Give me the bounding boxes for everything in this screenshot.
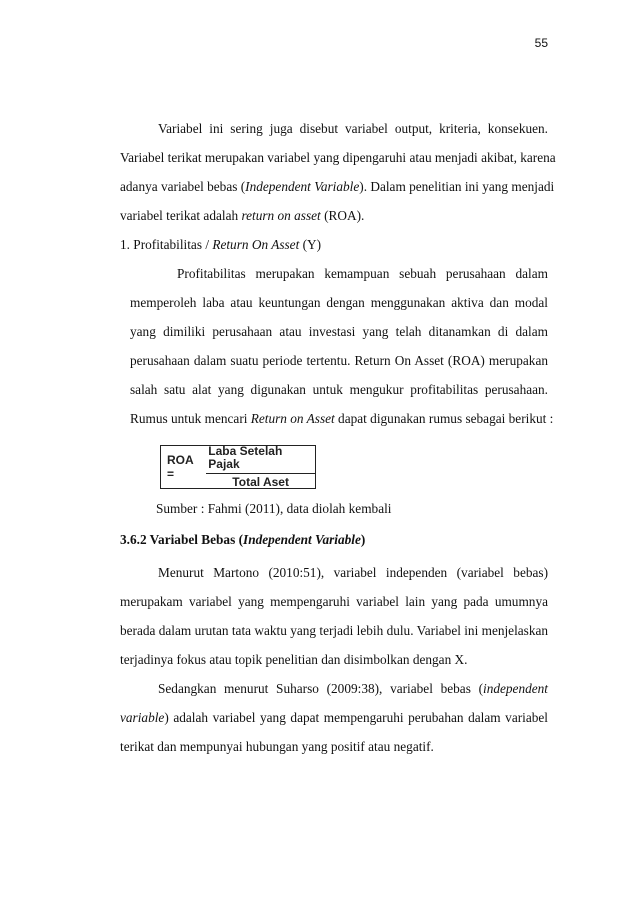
italic-term: Independent Variable [245, 179, 360, 194]
text-run: adanya variabel bebas ( [120, 179, 246, 194]
formula-fraction [206, 445, 315, 489]
paragraph-1-line-3 [120, 172, 555, 201]
list-body-line-3: yang dimiliki perusahaan atau investasi yang telah ditanamkan di dalam [130, 324, 548, 339]
paragraph-1-line-1: Variabel ini sering juga disebut variabel output, kriteria, konsekuen. [158, 121, 548, 136]
text-run: dapat digunakan rumus sebagai berikut : [334, 411, 554, 426]
text-run: Rumus untuk mencari [130, 411, 251, 426]
paragraph-1-line-4 [120, 201, 548, 230]
paragraph-2-line-1: Menurut Martono (2010:51), variabel independen (variabel bebas) [158, 565, 548, 580]
roa-formula-box [160, 445, 316, 489]
list-body-line-4: perusahaan dalam suatu periode tertentu. Return On Asset (ROA) merupakan [130, 353, 548, 368]
paragraph-3-line-3: terikat dan mempunyai hubungan yang positif atau negatif. [120, 739, 434, 754]
document-body [120, 114, 556, 761]
formula-lhs: ROA = [167, 453, 194, 481]
page-number: 55 [534, 36, 548, 50]
paragraph-2-line-2: merupakam variabel yang mempengaruhi variabel lain yang pada umumnya [120, 594, 548, 609]
text-run: Sedangkan menurut Suharso (2009:38), variabel bebas ( [158, 681, 483, 696]
italic-term: Return on Asset [250, 411, 335, 426]
list-item-heading [120, 230, 548, 259]
section-number-title: 3.6.2 Variabel Bebas ( [120, 532, 244, 547]
italic-term: independent [483, 681, 548, 696]
italic-term: return on asset [241, 208, 321, 223]
list-body-line-5: salah satu alat yang digunakan untuk mengukur profitabilitas perusahaan. [130, 382, 548, 397]
section-heading [120, 525, 548, 558]
formula-denominator: Total Aset [232, 475, 289, 489]
paragraph-3-line-1 [120, 674, 548, 703]
formula-numerator: Laba Setelah Pajak [206, 445, 315, 474]
paragraph-2-line-3: berada dalam urutan tata waktu yang terjadi lebih dulu. Variabel ini menjelaskan [120, 623, 549, 638]
list-body-line-1: Profitabilitas merupakan kemampuan sebuah perusahaan dalam [177, 266, 548, 281]
list-body-line-2: memperoleh laba atau keuntungan dengan menggunakan aktiva dan modal [130, 295, 548, 310]
italic-term: Independent Variable [243, 532, 361, 547]
text-run: ). Dalam penelitian ini yang menjadi [359, 179, 555, 194]
text-run: (ROA). [320, 208, 365, 223]
text-run: variabel terikat adalah [120, 208, 242, 223]
paragraph-2-line-4: terjadinya fokus atau topik penelitian dan disimbolkan dengan X. [120, 652, 468, 667]
paragraph-1-line-2: Variabel terikat merupakan variabel yang dipengaruhi atau menjadi akibat, karena [120, 150, 556, 165]
list-title-suffix: (Y) [299, 237, 322, 252]
list-body-line-6 [120, 404, 554, 433]
list-number-label: 1. Profitabilitas / [120, 237, 213, 252]
text-run: ) adalah variabel yang dapat mempengaruhi perubahan dalam variabel [164, 710, 548, 725]
formula-source-note: Sumber : Fahmi (2011), data diolah kembali [156, 501, 392, 516]
section-title-close: ) [360, 532, 366, 547]
paragraph-3-line-2 [120, 703, 548, 732]
italic-term: Return On Asset [212, 237, 300, 252]
italic-term: variable [120, 710, 165, 725]
